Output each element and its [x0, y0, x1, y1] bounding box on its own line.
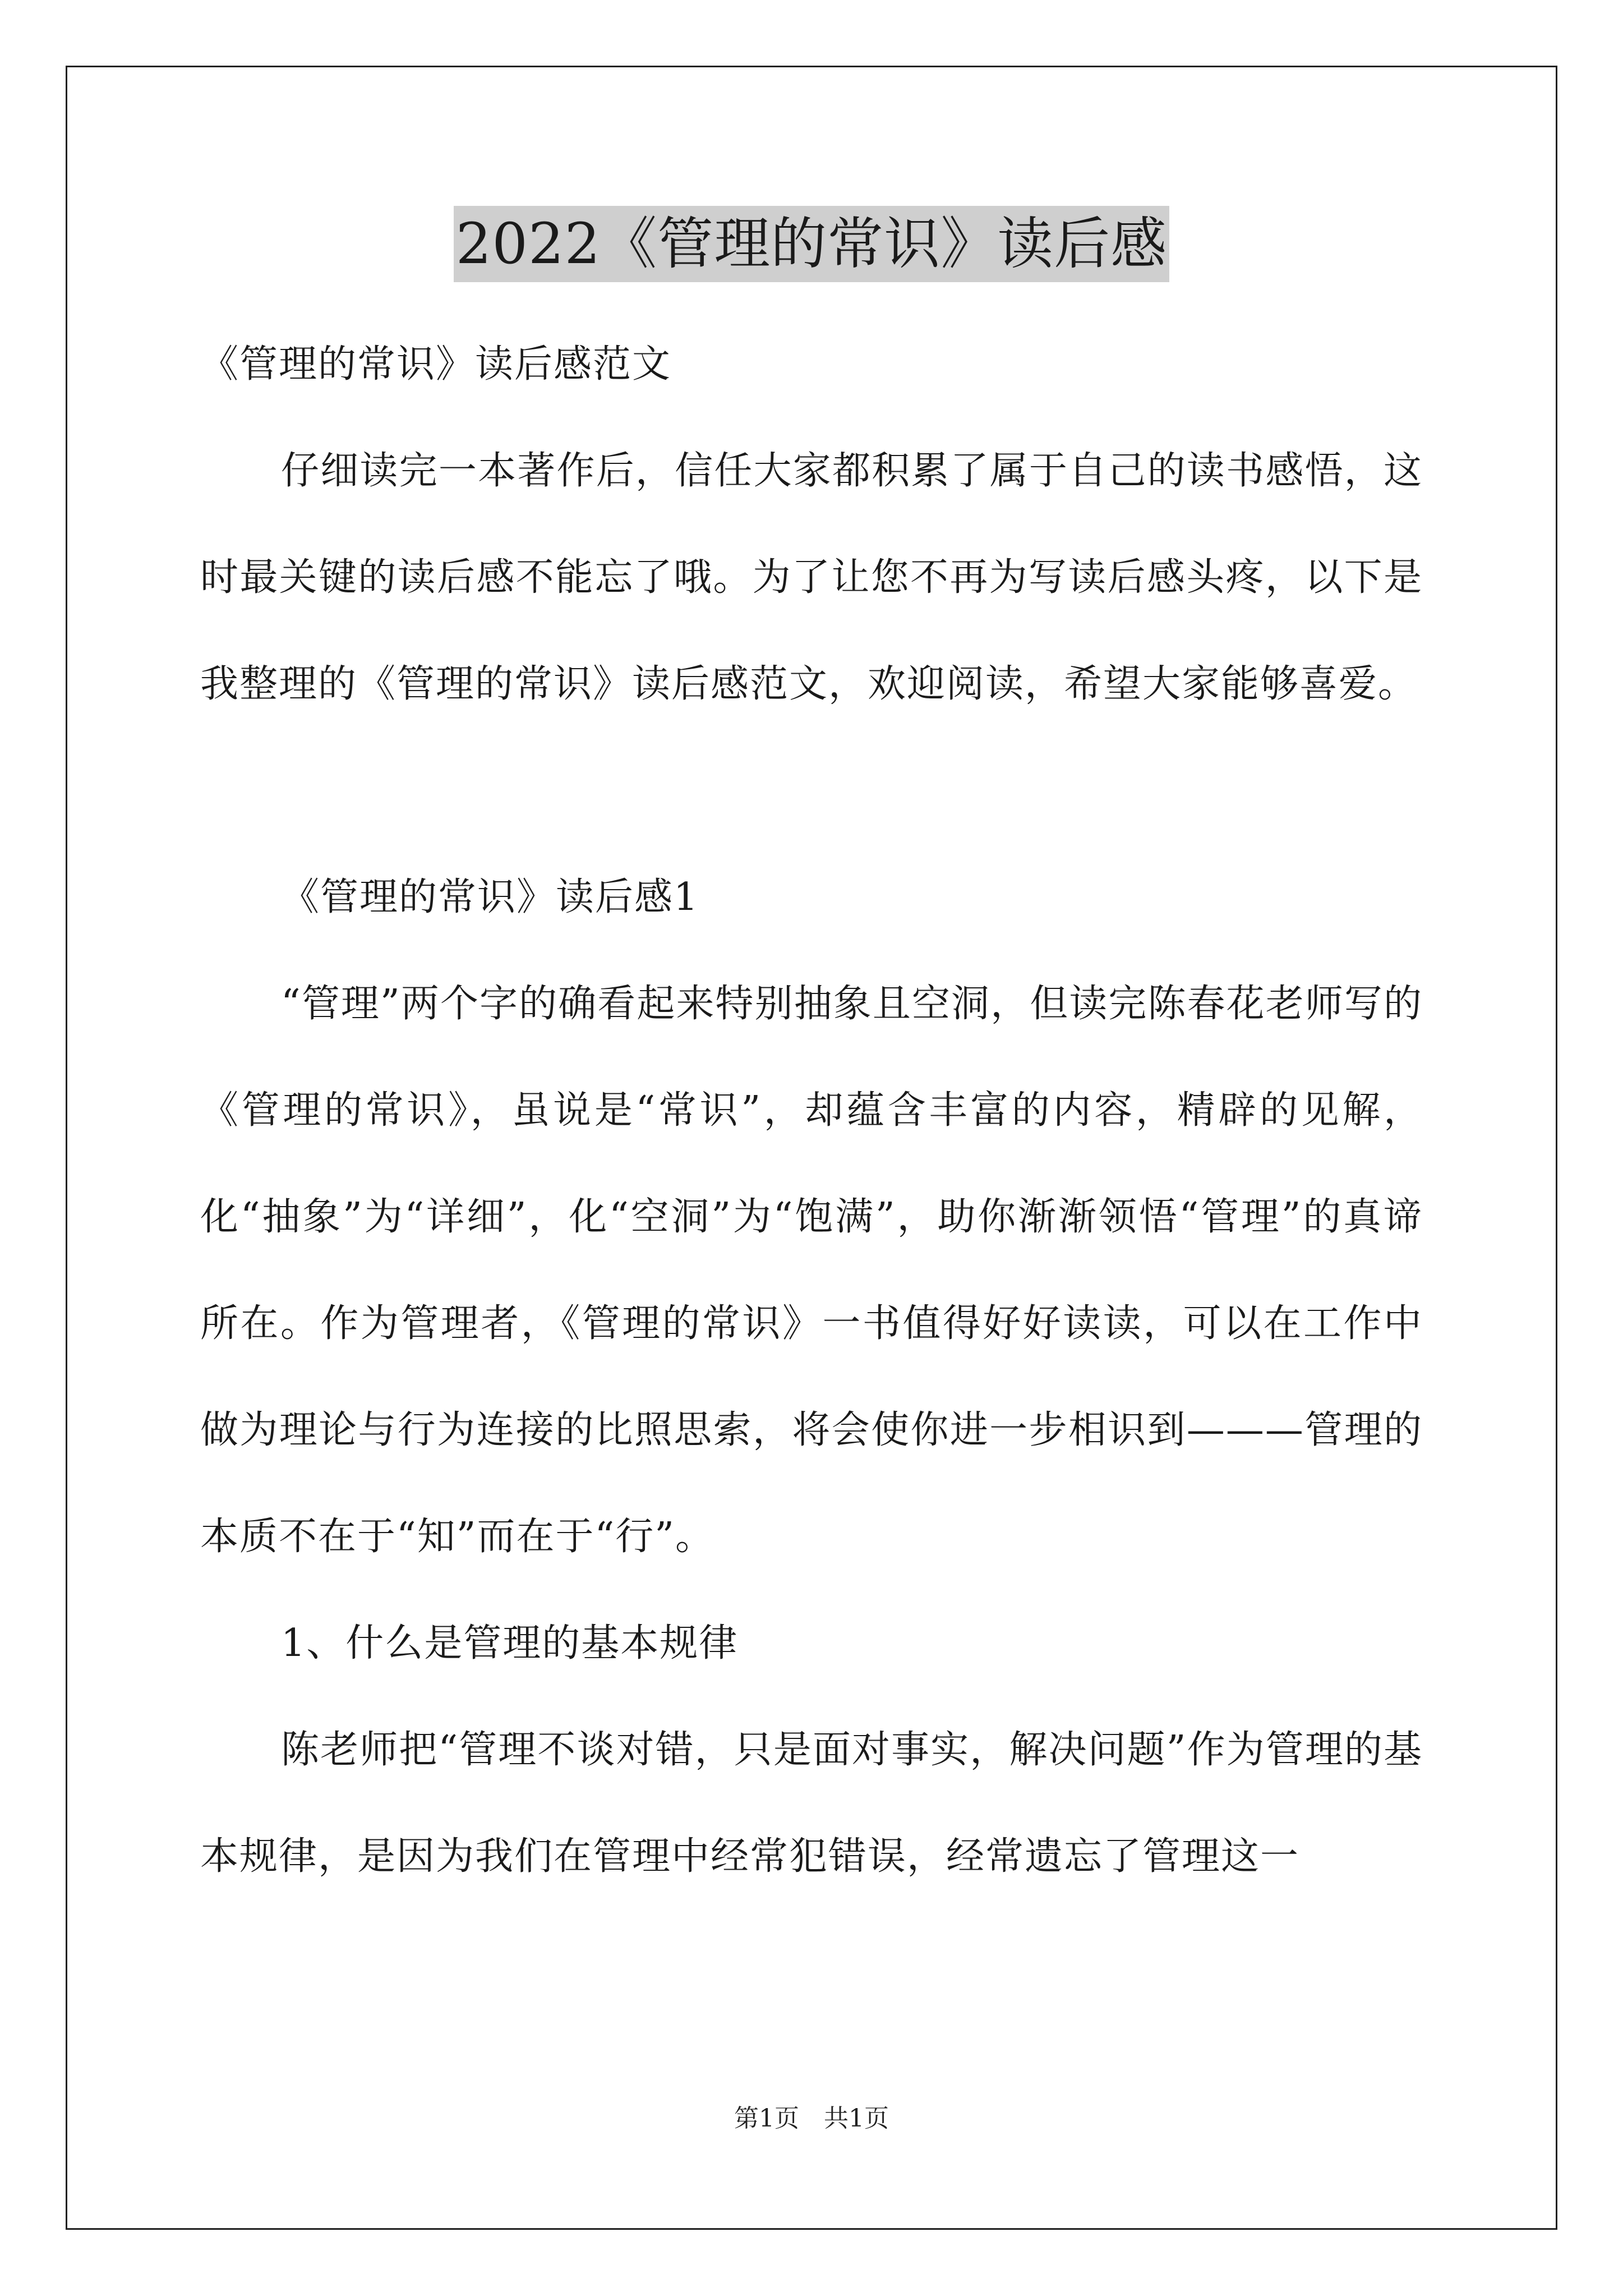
intro-paragraph: 仔细读完一本著作后，信任大家都积累了属于自己的读书感悟，这时最关键的读后感不能忘了哦。为了让您不再为写读后感头疼，以下是我整理的《管理的常识》读后感范文，欢迎阅读，希望大家能够喜爱。	[200, 449, 1423, 706]
title-container	[0, 206, 1623, 282]
document-body	[200, 311, 1423, 1910]
body-paragraph-1: “管理”两个字的确看起来特别抽象且空洞，但读完陈春花老师写的《管理的常识》，虽说是“常识”，却蕴含丰富的内容，精辟的见解，化“抽象”为“详细”，化“空洞”为“饱满”，助你渐渐领悟“管理”的真谛所在。作为管理者，《管理的常识》一书值得好好读读，可以在工作中做为理论与行为连接的比照思索，将会使你进一步相识到———管理的本质不在于“知”而在于“行”。	[200, 982, 1423, 1559]
subtitle: 《管理的常识》读后感范文	[200, 342, 672, 386]
section-heading: 《管理的常识》读后感1	[281, 875, 699, 919]
blank-line	[200, 738, 1423, 844]
document-title: 2022《管理的常识》读后感	[454, 206, 1170, 282]
point-heading: 1、什么是管理的基本规律	[281, 1621, 739, 1665]
page-footer: 第1页 共1页	[734, 2104, 889, 2133]
body-paragraph-2: 陈老师把“管理不谈对错，只是面对事实，解决问题”作为管理的基本规律，是因为我们在管理中经常犯错误，经常遗忘了管理这一	[200, 1728, 1423, 1879]
